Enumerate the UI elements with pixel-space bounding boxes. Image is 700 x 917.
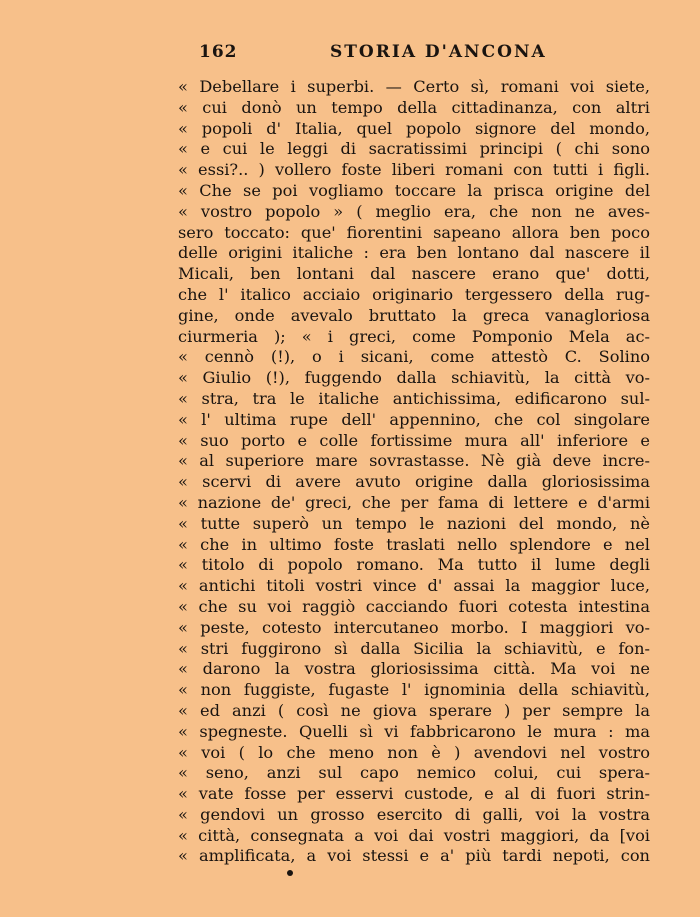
text-line: sero toccato: que' fiorentini sapeano allora ben poco [178, 222, 650, 242]
text-line: « cennò (!), o i sicani, come attestò C. Solino [178, 347, 650, 367]
text-line: « l' ultima rupe dell' appennino, che col singolare [178, 409, 650, 429]
text-line: « stra, tra le italiche antichissima, edificarono sul- [178, 388, 650, 408]
text-line: « che in ultimo foste traslati nello splendore e nel [178, 534, 650, 554]
text-line: « peste, cotesto intercutaneo morbo. I maggiori vo- [178, 617, 650, 637]
text-line: « antichi titoli vostri vince d' assai la maggior luce, [178, 576, 650, 596]
text-line: « e cui le leggi di sacratissimi principi ( chi sono [178, 139, 650, 159]
text-line: « cui donò un tempo della cittadinanza, con altri [178, 97, 650, 117]
text-line: « gendovi un grosso esercito di galli, voi la vostra [178, 804, 650, 824]
text-line: « stri fuggirono sì dalla Sicilia la schiavitù, e fon- [178, 638, 650, 658]
text-line: « amplificata, a voi stessi e a' più tardi nepoti, con [178, 846, 650, 866]
text-line: « darono la vostra gloriosissima città. Ma voi ne [178, 659, 650, 679]
body-text [178, 77, 650, 867]
text-line: « non fuggiste, fugaste l' ignominia della schiavitù, [178, 680, 650, 700]
text-line: « voi ( lo che meno non è ) avendovi nel vostro [178, 742, 650, 762]
text-line: « tutte superò un tempo le nazioni del mondo, nè [178, 513, 650, 533]
text-line: « vostro popolo » ( meglio era, che non ne aves- [178, 201, 650, 221]
text-line: delle origini italiche : era ben lontano dal nascere il [178, 243, 650, 263]
running-title: STORIA D'ANCONA [330, 42, 547, 62]
text-line: « spegneste. Quelli sì vi fabbricarono le mura : ma [178, 721, 650, 741]
text-line: « seno, anzi sul capo nemico colui, cui spera- [178, 763, 650, 783]
text-line: « vate fosse per esservi custode, e al di fuori strin- [178, 784, 650, 804]
text-line: « essi?.. ) vollero foste liberi romani con tutti i figli. [178, 160, 650, 180]
text-line: « suo porto e colle fortissime mura all' inferiore e [178, 430, 650, 450]
text-line: ciurmeria ); « i greci, come Pomponio Mela ac- [178, 326, 650, 346]
text-line: « popoli d' Italia, quel popolo signore del mondo, [178, 118, 650, 138]
text-line: gine, onde avevalo bruttato la greca vanagloriosa [178, 305, 650, 325]
text-line: « città, consegnata a voi dai vostri maggiori, da [voi [178, 825, 650, 845]
text-line: « Debellare i superbi. — Certo sì, romani voi siete, [178, 77, 650, 96]
text-line: « Che se poi vogliamo toccare la prisca origine del [178, 180, 650, 200]
text-line: « Giulio (!), fuggendo dalla schiavitù, la città vo- [178, 368, 650, 388]
text-line: Micali, ben lontani dal nascere erano que' dotti, [178, 264, 650, 284]
footer-dot [287, 870, 293, 876]
text-line: « al superiore mare sovrastasse. Nè già deve incre- [178, 451, 650, 471]
text-line: « scervi di avere avuto origine dalla gloriosissima [178, 472, 650, 492]
text-line: « nazione de' greci, che per fama di lettere e d'armi [178, 492, 650, 512]
text-line: che l' italico acciaio originario tergessero della rug- [178, 284, 650, 304]
text-line: « che su voi raggiò cacciando fuori cotesta intestina [178, 596, 650, 616]
page-number: 162 [199, 42, 238, 62]
text-line: « titolo di popolo romano. Ma tutto il lume degli [178, 555, 650, 575]
text-line: « ed anzi ( così ne giova sperare ) per sempre la [178, 700, 650, 720]
